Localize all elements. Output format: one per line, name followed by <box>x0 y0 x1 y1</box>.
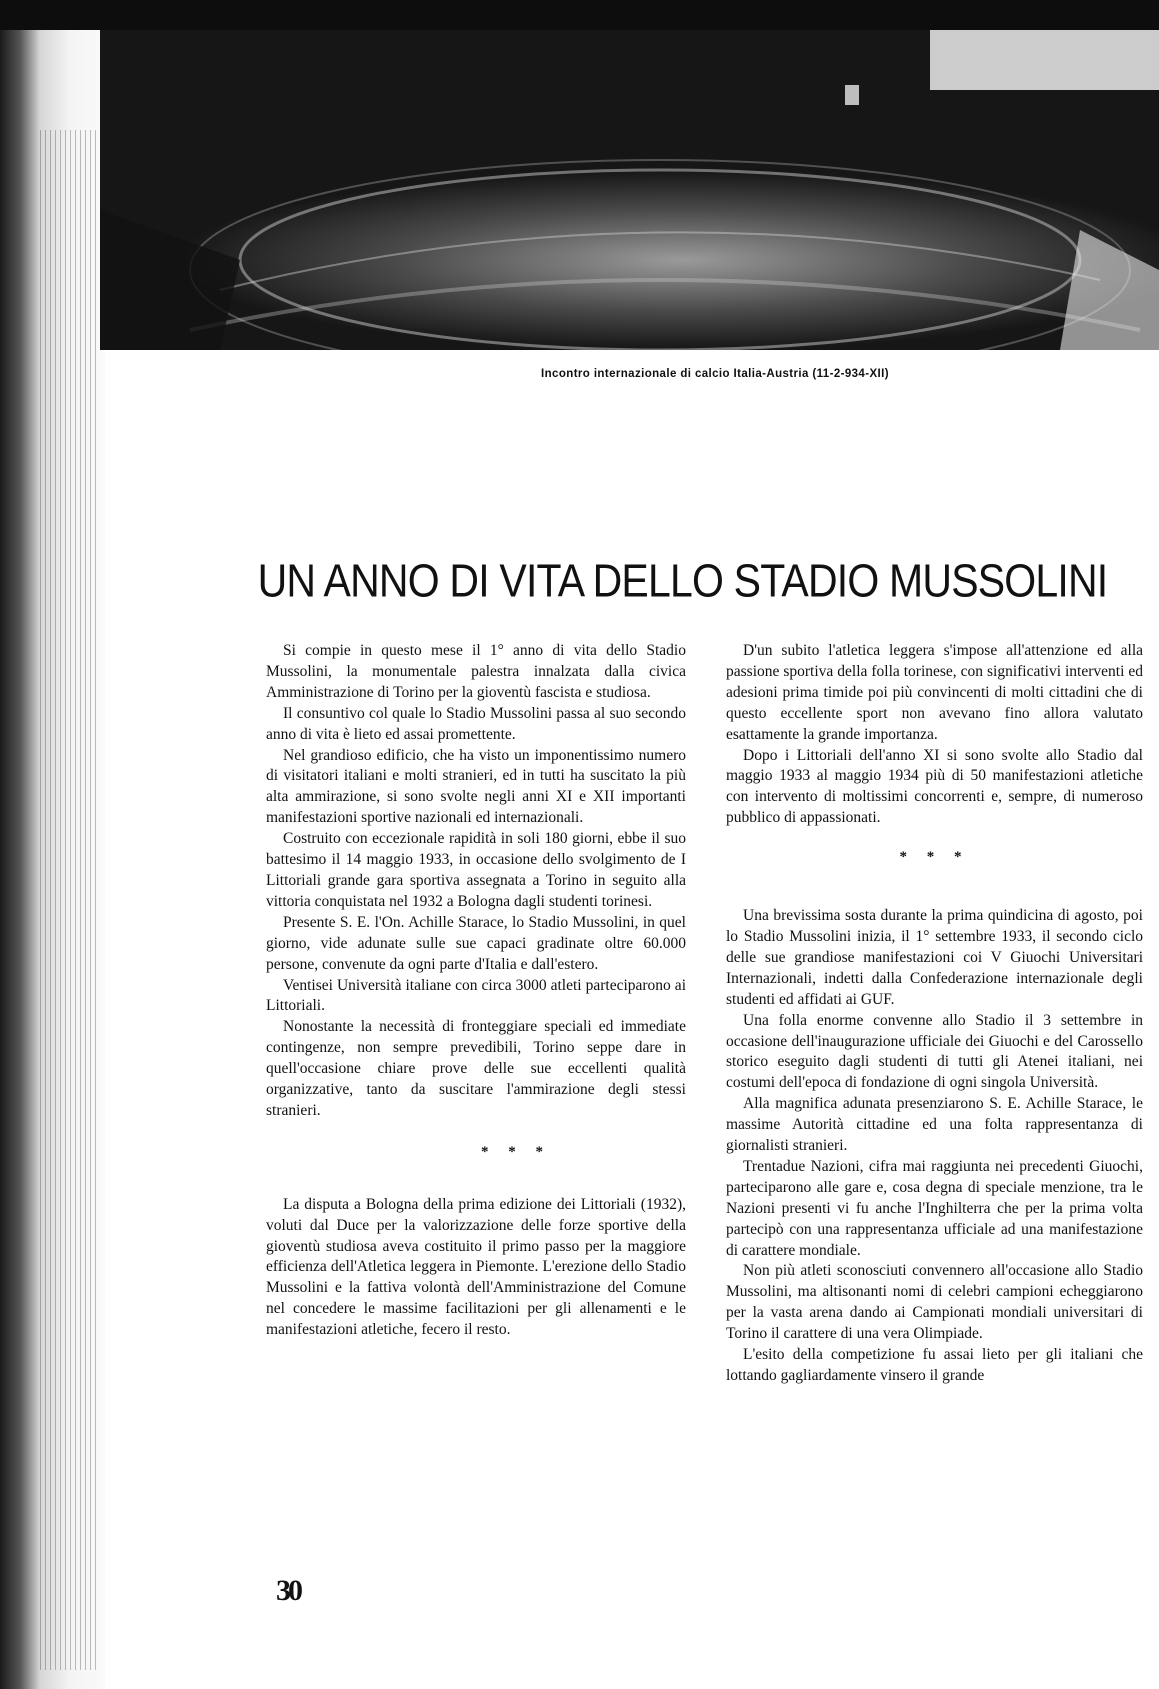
paragraph: Trentadue Nazioni, cifra mai raggiunta nei precedenti Giuochi, parteciparono alle gare e, cosa degna di speciale menzione, tra le Nazioni presenti vi fu anche l'Inghilterra che per la prima volta partecipò con una rappresentanza ufficiale ad una manifestazione di carattere mondiale. <box>726 1157 1143 1259</box>
paragraph: Ventisei Università italiane con circa 3000 atleti parteciparono ai Littoriali. <box>266 976 686 1015</box>
section-separator: * * * <box>899 849 970 866</box>
page-edges <box>40 130 100 1670</box>
paragraph: Nonostante la necessità di fronteggiare speciali ed immediate contingenze, non sempre prevedibili, Torino seppe dare in quell'occasione chiare prove delle sue eccellenti qualità organizzative, tanto da suscitare l'ammirazione degli stessi stranieri. <box>266 1018 686 1119</box>
page-number: 30 <box>276 1574 300 1607</box>
section-separator: * * * <box>481 1143 551 1160</box>
left-column <box>266 641 686 1341</box>
paragraph: Una brevissima sosta durante la prima quindicina di agosto, poi lo Stadio Mussolini inizia, il 1° settembre 1933, il secondo ciclo delle sue grandiose manifestazioni coi V Giuochi Universitari Internazionali, indetti dalla Confederazione internazionale degli studenti ed affidati ai GUF. <box>726 907 1143 1008</box>
paragraph: L'esito della competizione fu assai lieto per gli italiani che lottando gagliardamente vinsero il grande <box>726 1346 1143 1384</box>
paragraph: Costruito con eccezionale rapidità in soli 180 giorni, ebbe il suo battesimo il 14 maggio 1933, in occasione dello svolgimento de I Littoriali grande gara sportiva assegnata a Torino in seguito alla vittoria conquistata nel 1932 a Bologna dagli studenti torinesi. <box>266 830 686 910</box>
paragraph: Alla magnifica adunata presenziarono S. E. Achille Starace, le massime Autorità cittadine ed una folta rappresentanza di giornalisti stranieri. <box>726 1095 1143 1155</box>
paragraph: D'un subito l'atletica leggera s'impose all'attenzione ed alla passione sportiva della folla torinese, con significativi interventi ed adesioni prima timide poi più convincenti di molti cittadini che di questo eccellente sport non avevano fino allora valutato esattamente la grande importanza. <box>726 642 1143 743</box>
article-title: UN ANNO DI VITA DELLO STADIO MUSSOLINI <box>257 555 1108 607</box>
stadium-photo <box>100 30 1159 350</box>
scan-border-top <box>0 0 1159 30</box>
right-column <box>726 641 1143 1387</box>
paragraph: Nel grandioso edificio, che ha visto un imponentissimo numero di visitatori italiani e molti stranieri, ed in tutti ha suscitato la più alta ammirazione, si sono svolte negli anni XI e XII importanti manifestazioni sportive nazionali ed internazionali. <box>266 746 686 827</box>
paragraph: Una folla enorme convenne allo Stadio il 3 settembre in occasione dell'inaugurazione ufficiale dei Giuochi e del Carossello storico eseguito dagli studenti di tutti gli Atenei italiani, nei costumi dell'epoca di fondazione di ogni singola Università. <box>726 1011 1143 1092</box>
paragraph: Il consuntivo col quale lo Stadio Mussolini passa al suo secondo anno di vita è lieto ed assai promettente. <box>266 704 686 743</box>
paragraph: La disputa a Bologna della prima edizione dei Littoriali (1932), voluti dal Duce per la valorizzazione delle forze sportive della gioventù studiosa aveva costituito il primo passo per la maggiore efficienza dell'Atletica leggera in Piemonte. L'erezione dello Stadio Mussolini e la fattiva volontà dell'Amministrazione del Comune nel concedere le massime facilitazioni per gli allenamenti e le manifestazioni atletiche, fecero il resto. <box>266 1195 686 1339</box>
paragraph: Non più atleti sconosciuti convennero all'occasione allo Stadio Mussolini, ma altisonanti nomi di celebri campioni echeggiarono per la vasta arena dando ai Campionati mondiali universitari di Torino il carattere di una vera Olimpiade. <box>726 1262 1143 1343</box>
photo-caption: Incontro internazionale di calcio Italia-Austria (11-2-934-XII) <box>541 368 889 380</box>
paragraph: Si compie in questo mese il 1° anno di vita dello Stadio Mussolini, la monumentale palestra innalzata dalla civica Amministrazione di Torino per la gioventù fascista e studiosa. <box>266 642 686 701</box>
paragraph: Presente S. E. l'On. Achille Starace, lo Stadio Mussolini, in quel giorno, vide adunate sulle sue capaci gradinate oltre 60.000 persone, convenute da ogni parte d'Italia e dall'estero. <box>266 913 686 973</box>
paragraph: Dopo i Littoriali dell'anno XI si sono svolte allo Stadio dal maggio 1933 al maggio 1934 più di 50 manifestazioni atletiche con intervento di moltissimi concorrenti e, sempre, di numeroso pubblico di appassionati. <box>726 746 1143 827</box>
